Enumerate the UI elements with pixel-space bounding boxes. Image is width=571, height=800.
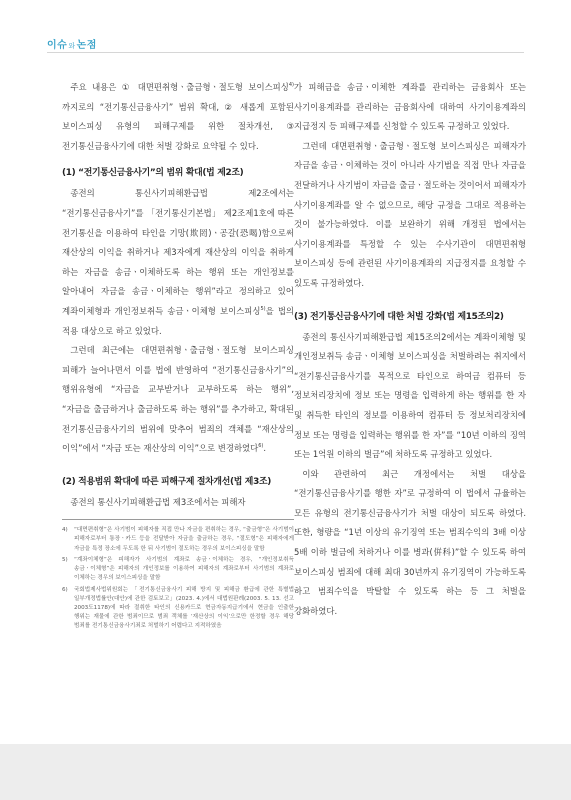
footnote-ref-6[interactable]: 6) (258, 443, 264, 450)
section-3-paragraph-1: 종전의 통신사기피해환급법 제15조의2에서는 계좌이체형 및 개인정보취득 송금ㆍ이체형 보이스피싱을 처벌하려는 취지에서 “전기통신금융사기를 목적으로 타인으로 하여금 컴퓨터 등 정보처리장치에 정보 또는 명령을 입력하게 하는 행위를 한 자 및 취득한 타인의 정보를 이용하여 컴퓨터 등 정보처리장치에 정보 또는 명령을 입력하는 행위를 한 자”를 “10년 이하의 징역 또는 1억원 이하의 벌금”에 처하도록 규정하고 있었다. (294, 331, 526, 460)
footnote-ref-5[interactable]: 5) (260, 306, 266, 313)
footnote-text: 국회법제사법위원회는 「전기통신금융사기 피해 방지 및 피해금 환급에 관한 특별법 일부개정법률안(대안)에 관한 검토보고」(2023. 4.)에서 대법원판례(2003. 5. 13. 선고 2003도1178)에 따라 절취한 타인의 신용카드로 현금자동지급기에서 현금을 인출한 행위는 재물에 관한 범죄이므로 범죄 객체를 ‘재산상의 이익’으로만 한정할 경우 해당 범죄를 전기통신금융사기죄로 처벌하기 어렵다고 지적하였음 (74, 586, 294, 630)
header-word-issue: 이슈 (47, 40, 68, 51)
section-2-heading: (2) 적용범위 확대에 따른 피해구제 절차개선(법 제3조) (62, 476, 271, 487)
footnote-number: 5) (62, 556, 68, 563)
footnote-divider (62, 519, 294, 520)
footnote-5 (62, 556, 294, 584)
header-divider (47, 52, 524, 53)
section-header (47, 36, 97, 51)
section-2-paragraph-2: 그런데 대면편취형ㆍ출금형ㆍ절도형 보이스피싱은 피해자가 자금을 송금ㆍ이체하는 것이 아니라 사기범을 직접 만나 자금을 전달하거나 사기범이 자금을 출금ㆍ절도하는 것이어서 피해자가 사기이용계좌를 알 수 없으므로, 해당 규정을 그대로 적용하는 것이 불가능하였다. 이를 보완하기 위해 개정된 법에서는 사기이용계좌를 특정할 수 있는 수사기관이 대면편취형 보이스피싱 등에 관련된 사기이용계좌의 지급정지를 요청할 수 있도록 규정하였다. (294, 140, 526, 288)
page-footer-band (0, 744, 571, 800)
section-2-paragraph-start: 종전의 통신사기피해환급법 제3조에서는 피해자 (70, 496, 246, 507)
intro-paragraph: 주요 내용은 ① 대면편취형ㆍ출금형ㆍ절도형 보이스피싱$^{4)}$까지로의 “전기통신금융사기” 범위 확대, ② 새롭게 포함된 보이스피싱 유형의 피해구제를 위한 절차개선, ③ 전기통신금융사기에 대한 처벌 강화로 요약될 수 있다. (62, 82, 294, 151)
footnote-text: “대면편취형”은 사기범이 피해자를 직접 만나 자금을 편취하는 경우, “출금형”은 사기범이 피해자로부터 통장ㆍ카드 등을 전달받아 자금을 출금하는 경우, “절도형”은 피해자에게 자금을 특정 장소에 두도록 한 뒤 사기범이 절도하는 경우의 보이스피싱을 말함 (74, 527, 294, 552)
footnote-number: 6) (62, 586, 68, 593)
footnote-text: “계좌이체형”은 피해자가 사기범의 계좌로 송금ㆍ이체하는 경우, “개인정보취득 송금ㆍ이체형”은 피해자의 개인정보를 이용하여 피해자의 계좌로부터 사기범의 계좌로 이체하는 경우의 보이스피싱을 말함 (74, 556, 294, 582)
section-1-heading: (1) “전기통신금융사기”의 범위 확대(법 제2조) (62, 168, 244, 179)
right-column (294, 78, 526, 621)
header-word-point: 논점 (76, 40, 97, 51)
section-2-paragraph-continued: 가 피해금을 송금ㆍ이체한 계좌를 관리하는 금융회사 또는 사기이용계좌를 관리하는 금융회사에 대하여 사기이용계좌의 지급정지 등 피해구제를 신청할 수 있도록 규정하고 있었다. (294, 82, 526, 132)
section-1-paragraph-1: 종전의 통신사기피해환급법 제2조에서는 “전기통신금융사기”를 「전기통신기본법」 제2조제1호에 따른 전기통신을 이용하여 타인을 기망(欺罔)ㆍ공갈(恐喝)함으로써 재산상의 이익을 취하거나 제3자에게 재산상의 이익을 취하게 하는 자금을 송금ㆍ이체하도록 하는 행위 또는 개인정보를 알아내어 자금을 송금ㆍ이체하는 행위”라고 정의하고 있어 계좌이체형과 개인정보취득 송금ㆍ이체형 보이스피싱$^{5)}$을 법의 적용 대상으로 하고 있었다. (62, 188, 295, 336)
section-3-paragraph-2: 이와 관련하여 최근 개정에서는 처벌 대상을 “전기통신금융사기를 행한 자”로 규정하여 이 법에서 규율하는 모든 유형의 전기통신금융사기가 처벌 대상이 되도록 하였다. 또한, 형량을 “1년 이상의 유기징역 또는 범죄수익의 3배 이상 5배 이하 벌금에 처하거나 이를 병과(倂科)”할 수 있도록 하여 보이스피싱 범죄에 대해 최대 30년까지 유기징역이 가능하도록 하고 범죄수익을 박탈할 수 있도록 하는 등 그 처벌을 강화하였다. (294, 468, 526, 616)
header-conjunction: 와 (68, 42, 76, 50)
section-1-paragraph-2: 그런데 최근에는 대면편취형ㆍ출금형ㆍ절도형 보이스피싱 피해가 늘어나면서 이를 법에 반영하여 “전기통신금융사기”의 행위유형에 “자금을 교부받거나 교부하도록 하는 행위”, “자금을 출금하거나 출금하도록 하는 행위”를 추가하고, 확대된 전기통신금융사기의 범위에 맞추어 범죄의 객체를 “재산상의 이익”에서 “자금 또는 재산상의 이익”으로 변경하였다$^{6)}$. (62, 345, 294, 454)
footnote-6 (62, 586, 294, 632)
footnote-4 (62, 526, 294, 554)
footnote-number: 4) (62, 527, 68, 534)
section-3-heading: (3) 전기통신금융사기에 대한 처벌 강화(법 제15조의2) (294, 311, 504, 322)
left-column (62, 78, 294, 634)
footnote-ref-4[interactable]: 4) (288, 82, 294, 89)
